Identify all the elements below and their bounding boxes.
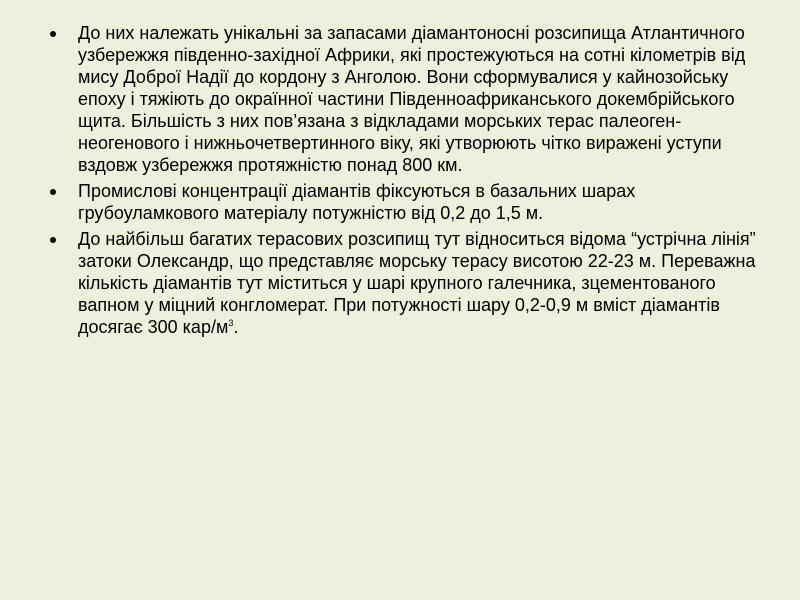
unit-superscript: 3 [228, 318, 234, 328]
bullet-item-1 [40, 22, 760, 176]
bullet-text-3-suffix: . [233, 317, 239, 337]
bullet-text-3: До найбільш багатих терасових розсипищ тут відноситься відома “устрічна лінія” затоки Олександр, що представляє морську терасу висотою 22-23 м. Переважна кількість діамантів тут міститься у шарі крупного галечника, зцементованого вапном у міцний конгломерат. При потужності шару 0,2-0,9 м вміст діамантів досягає 300 кар/м [78, 229, 756, 337]
bullet-dot-icon [50, 237, 56, 243]
bullet-list [40, 22, 760, 342]
bullet-item-2 [40, 180, 760, 224]
bullet-item-3 [40, 228, 760, 338]
bullet-text-1: До них належать унікальні за запасами діамантоносні розсипища Атлантичного узбережжя південно-західної Африки, які простежуються на сотні кілометрів від мису Доброї Надії до кордону з Анголою. Вони сформувалися у кайнозойську епоху і тяжіють до окраїнної частини Південноафриканського докембрійського щита. Більшість з них пов’язана з відкладами морських терас палеоген-неогенового і нижньочетвертинного віку, які утворюють чітко виражені уступи вздовж узбережжя протяжністю понад 800 км. [78, 23, 746, 175]
bullet-dot-icon [50, 189, 56, 195]
bullet-dot-icon [50, 31, 56, 37]
bullet-text-2: Промислові концентрації діамантів фіксуються в базальних шарах грубоуламкового матеріалу потужністю від 0,2 до 1,5 м. [78, 181, 636, 223]
